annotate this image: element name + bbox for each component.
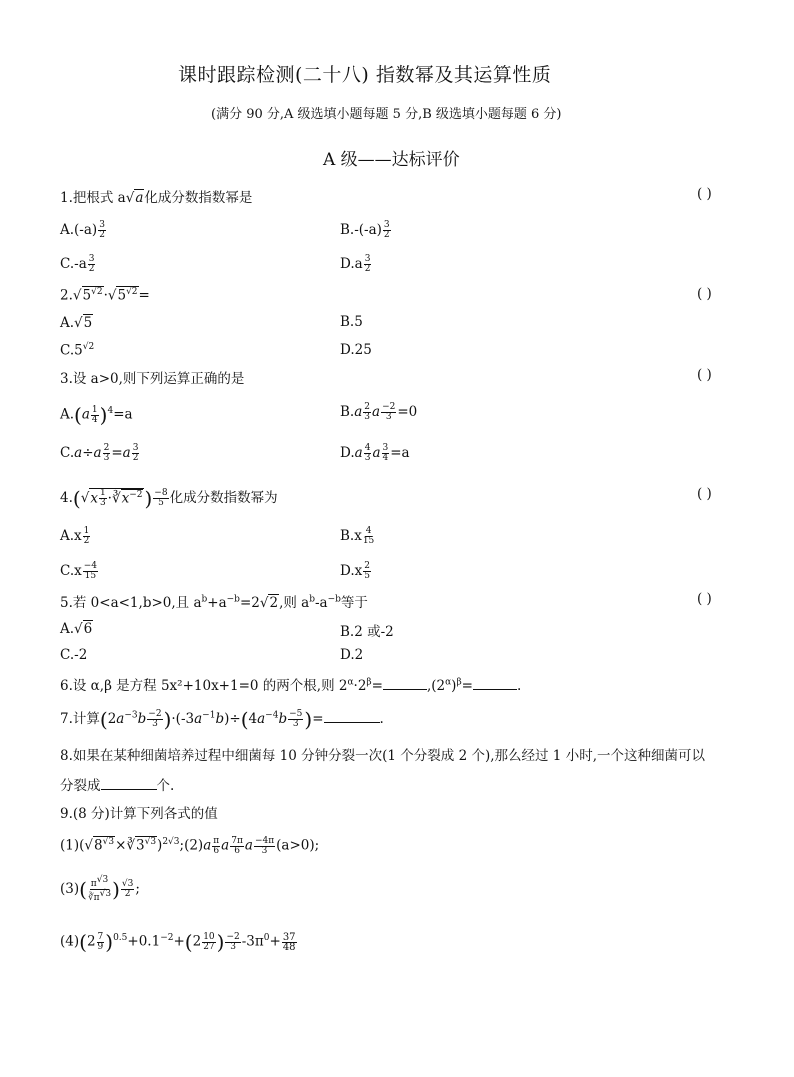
q7-blank[interactable] [324,710,380,723]
q1-option-c: C.-a $\frac{3}{2}$ [60,254,95,274]
question-9-part-4: (4)(2 $\frac{7}{9}$ )$^{0.5}+0.1^{-2}+(2$ $\frac{10}{27}$ ) $\frac{-2}{3}$ $-3\pi^0+$ $\frac{37}{48}$ [60,930,296,954]
q6-blank-1[interactable] [383,677,427,690]
question-7-stem: 7.计算($2a^{-3}b$ $\frac{-2}{3}$ )$\cdot(-3a^{-1}b)\div(4a^{-4}b$ $\frac{-5}{3}$ )= . [60,707,384,732]
q5-option-a: A.√6 [60,621,93,637]
question-2-stem: $2.√5^{√2}\cdot√5^{√2}=$ [60,287,150,304]
question-1-stem: 1.把根式 a√a化成分数指数幂是 [60,190,253,206]
q3-option-b: B.a $\frac{2}{3}$ a $\frac{-2}{3}$ =0 [340,402,418,422]
answer-paren-2: ( ) [697,286,712,302]
section-heading: A 级——达标评价 [323,150,460,170]
q3-option-a: A.(a $\frac{1}{4}$ )$^4$=a [60,403,133,427]
q4-option-b: B.x $\frac{4}{15}$ [340,526,375,546]
q5-option-d: D.2 [340,647,364,663]
question-9-part-3: (3)( $\frac{\pi^{√3}}{∛\pi^{√3}}$ ) $\frac{√3}{2}$ ; [60,875,140,903]
question-4-stem: 4.(√x $\frac{1}{3}$ $\cdot∛x^{-2}$ ) $\frac{-8}{5}$ 化成分数指数幂为 [60,486,278,511]
q1-option-d: D.a $\frac{3}{2}$ [340,254,371,274]
question-8-line-2: 分裂成 个. [60,778,175,794]
q5-option-c: C.-2 [60,647,88,663]
answer-paren-5: ( ) [697,591,712,607]
q2-option-c: $C.5^{√2}$ [60,342,95,359]
question-8-line-1: 8.如果在某种细菌培养过程中细菌每 10 分钟分裂一次(1 个分裂成 2 个),那么经过 1 小时,一个这种细菌可以 [60,748,705,764]
q4-option-c: C.x $\frac{-4}{15}$ [60,561,98,581]
q4-option-a: A.x $\frac{1}{2}$ [60,526,90,546]
q3-option-d: D.a $\frac{4}{3}$ a $\frac{3}{4}$ =a [340,443,410,463]
q3-option-c: C.a÷a $\frac{2}{3}$ =a $\frac{3}{2}$ [60,443,139,463]
q1-option-a: A.(-a) $\frac{3}{2}$ [60,220,105,240]
page-subtitle: (满分 90 分,A 级选填小题每题 5 分,B 级选填小题每题 6 分) [211,107,562,122]
q2-option-d: D.25 [340,342,372,358]
answer-paren-4: ( ) [697,486,712,502]
question-9-stem: 9.(8 分)计算下列各式的值 [60,806,218,822]
question-6-stem: 6.设 α,β 是方程 5x²+10x+1=0 的两个根,则 $2^\alpha\cdot 2^\beta= ,(2^\alpha)^\beta=$ . [60,677,522,694]
question-5-stem: 5.若 0<a<1,b>0,且 $a^b+a^{-b}=2√2$,则 $a^b-a^{-b}$等于 [60,594,368,611]
page-title: 课时跟踪检测(二十八) 指数幂及其运算性质 [178,64,552,86]
question-3-stem: 3.设 a>0,则下列运算正确的是 [60,371,245,387]
q5-option-b: B.2 或-2 [340,624,394,640]
q4-option-d: D.x $\frac{2}{5}$ [340,561,370,581]
question-9-part-1-2: $(1)(√8^{√3}\times∛3^{√3})^{2√3};(2)a$ $\frac{\pi}{6}$ a $\frac{7\pi}{6}$ a $\frac{-4\pi}{3}$ (a>0); [60,835,320,856]
q6-blank-2[interactable] [473,677,517,690]
q1-option-b: B.-(-a) $\frac{3}{2}$ [340,220,390,240]
answer-paren-3: ( ) [697,367,712,383]
answer-paren-1: ( ) [697,186,712,202]
q2-option-a: A.√5 [60,315,93,331]
q2-option-b: B.5 [340,314,363,330]
q8-blank[interactable] [101,777,157,790]
